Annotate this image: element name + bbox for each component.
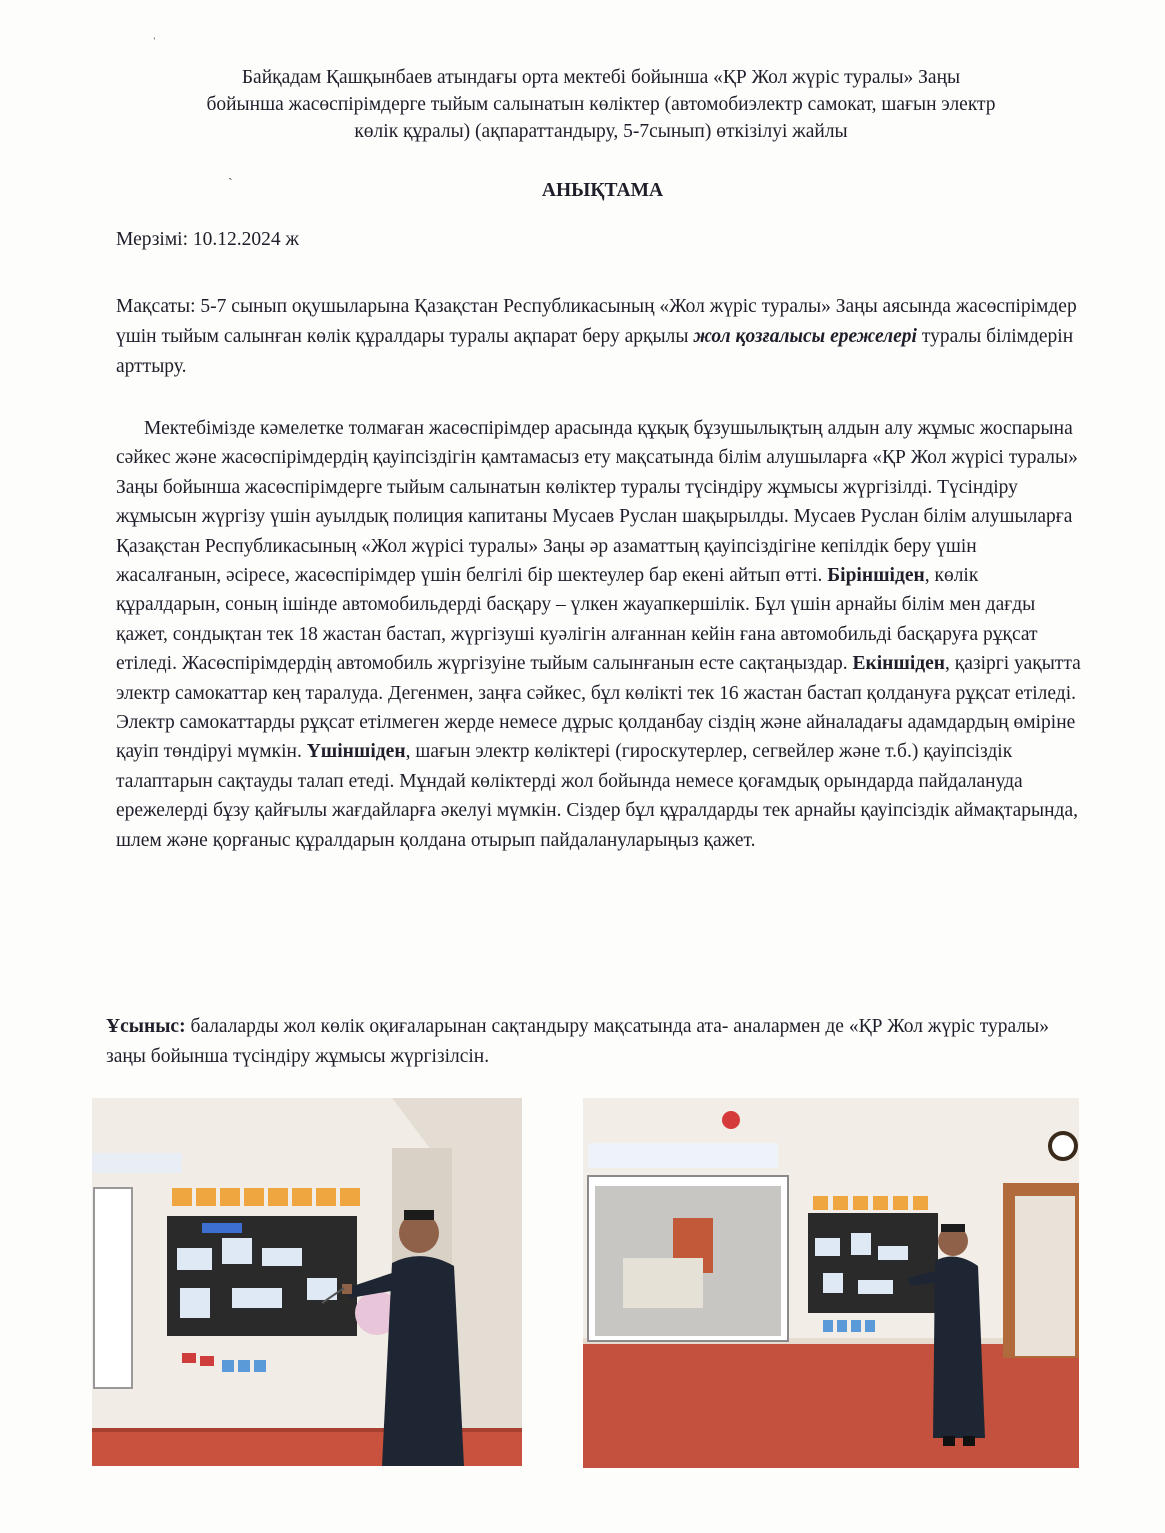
photo-left-illustration (92, 1098, 522, 1466)
header-line: көлік құралы) (ақпараттандыру, 5-7сынып) өткізілуі жайлы (354, 121, 848, 142)
header-line: Байқадам Қашқынбаев атындағы орта мектебі бойынша «ҚР Жол жүріс туралы» Заңы (241, 67, 961, 88)
date-line: Мерзімі: 10.12.2024 ж (116, 229, 299, 250)
photo-right-illustration (583, 1098, 1079, 1468)
photo-right (583, 1098, 1079, 1468)
purpose-text-end: туралы білімдерін арттыру. (116, 326, 1074, 377)
second-label: Екіншіден (852, 653, 946, 675)
first-label: Біріншіден (827, 565, 925, 587)
document-header (120, 64, 1082, 145)
photo-left (92, 1098, 522, 1466)
document-title: АНЫҚТАМА (541, 180, 664, 201)
scan-speck: ˎ (228, 166, 233, 181)
purpose-paragraph (116, 292, 1082, 382)
header-line: бойынша жасөспірімдерге тыйым салынатын көліктер (автомобиэлектр самокат, шағын электр (206, 94, 996, 115)
purpose-highlight: жол қозғалысы ережелері (693, 326, 917, 347)
third-text: , шағын электр көліктері (гироскутерлер, сегвейлер және т.б.) қауіпсіздік талаптарын сақтауды талап етеді. Мұндай көліктерді жол бойында немесе қоғамдық орындарда пайдалануда ережелерді бұзу қайғылы жағдайларға әкелуі мүмкін. Сіздер бұл құралдарды тек арнайы қауіпсіздік аймақтарында, шлем және қорғаныс құралдарын қолдана отырып пайдалануларыңыз қажет. (116, 741, 1078, 851)
recommendation-text: балаларды жол көлік оқиғаларынан сақтандыру мақсатында ата- аналармен де «ҚР Жол жүріс туралы» заңы бойынша түсіндіру жұмысы жүргізілсін. (106, 1016, 1049, 1067)
third-label: Үшіншіден (306, 741, 406, 763)
body-intro: Мектебімізде кәмелетке толмаған жасөспірімдер арасында құқық бұзушылықтың алдын алу жұмыс жоспарына сәйкес және жасөспірімдердің қауіпсіздігін қамтамасыз ету мақсатында білім алушыларға «ҚР Жол жүрісі туралы» Заңы бойынша жасөспірімдерге тыйым салынатын көліктер туралы түсіндіру жұмысы жүргізілді. Түсіндіру жұмысын жүргізу үшін ауылдық полиция капитаны Мусаев Руслан шақырылды. Мусаев Руслан білім алушыларға Қазақстан Республикасының «Жол жүрісі туралы» Заңы әр азаматтың қауіпсіздігіне кепілдік беру үшін жасалғанын, әсіресе, жасөспірімдер үшін белгілі бір шектеулер бар екені айтып өтті. (116, 418, 1078, 587)
recommendation-paragraph (106, 1012, 1082, 1072)
scan-speck: ˈ (152, 36, 157, 51)
purpose-text: Мақсаты: 5-7 сынып оқушыларына Қазақстан Республикасының «Жол жүріс туралы» Заңы аясында жасөспірімдер үшін тыйым салынған көлік құралдары туралы ақпарат беру арқылы (116, 296, 1077, 347)
main-paragraph (116, 414, 1082, 855)
first-text: , көлік құралдарын, соның ішінде автомобильдерді басқару – үлкен жауапкершілік. Бұл үшін арнайы білім мен дағды қажет, сондықтан тек 18 жастан бастап, жүргізуші куәлігін алғаннан кейін ғана автомобильді басқаруға рұқсат етіледі. Жасөспірімдердің автомобиль жүргізуіне тыйым салынғанын есте сақтаңыздар. (116, 565, 1038, 675)
second-text: , қазіргі уақытта электр самокаттар кең таралуда. Дегенмен, заңға сәйкес, бұл көлікті тек 16 жастан бастап қолдануға рұқсат етіледі. Электр самокаттарды рұқсат етілмеген жерде немесе дұрыс қолданбау сіздің және айналадағы адамдардың өміріне қауіп төндіруі мүмкін. (116, 653, 1081, 763)
recommendation-label: Ұсыныс: (106, 1016, 186, 1037)
